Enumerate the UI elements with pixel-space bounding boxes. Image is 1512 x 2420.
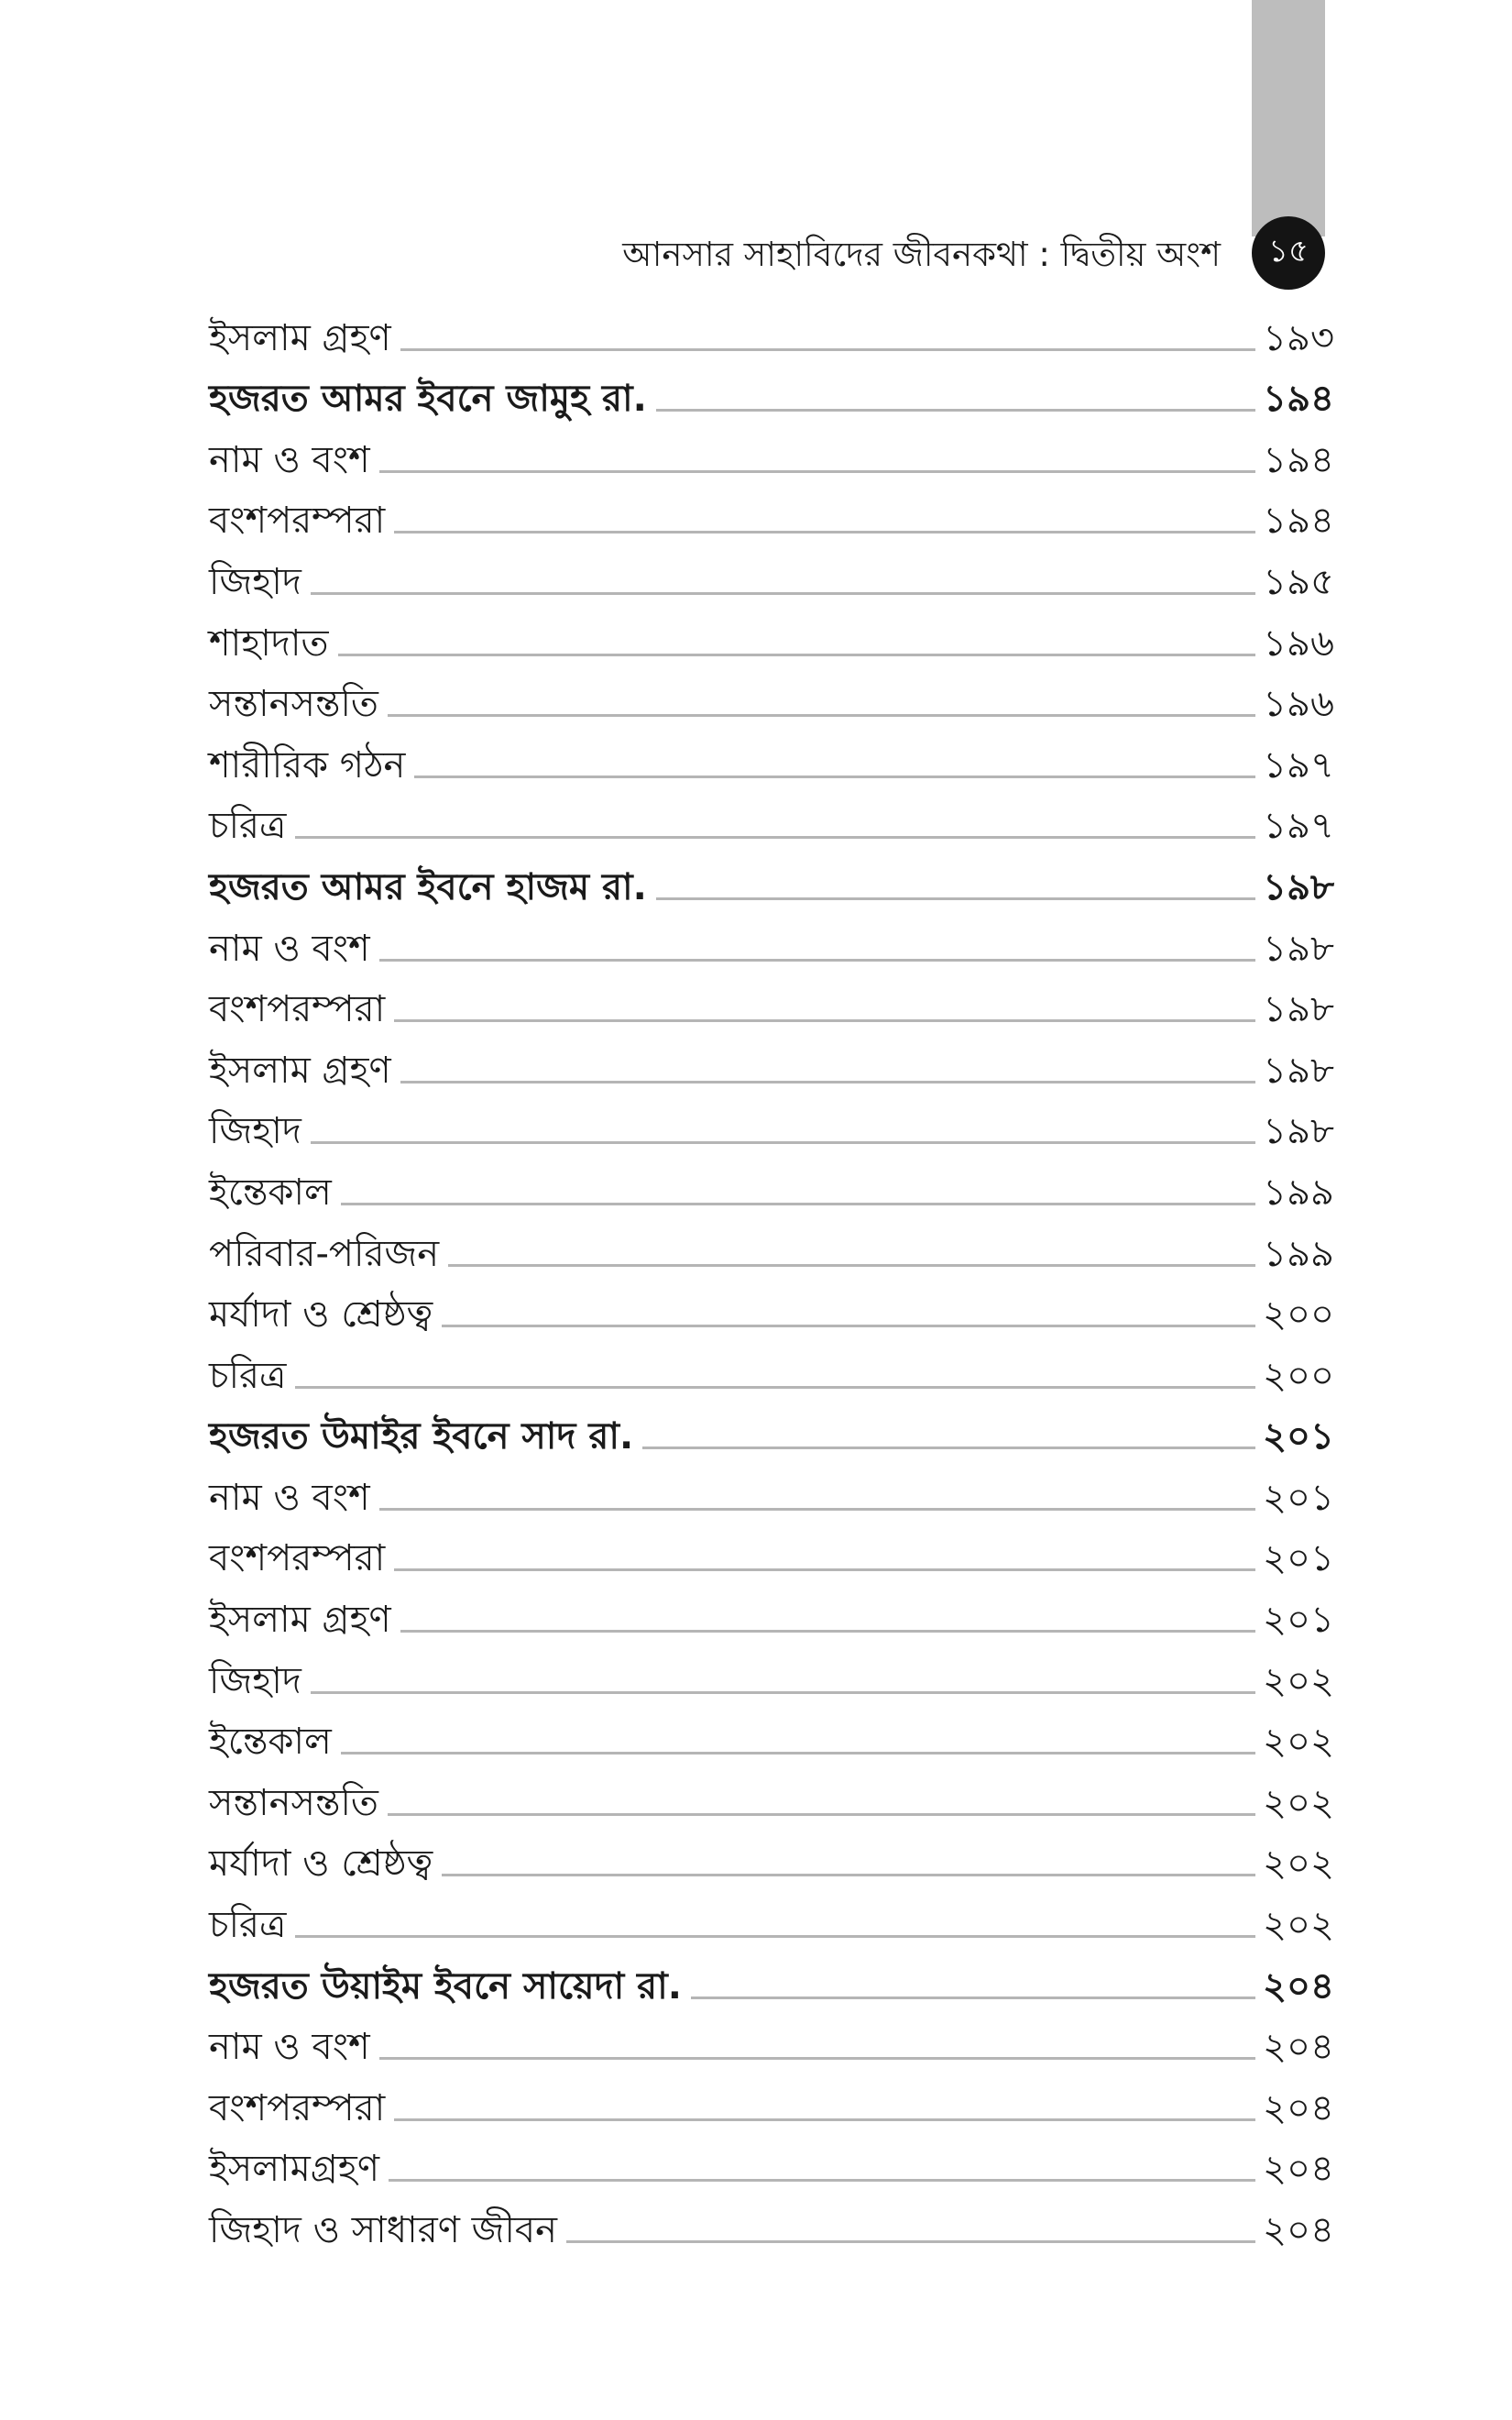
toc-leader-line xyxy=(414,776,1255,778)
toc-entry-title: জিহাদ xyxy=(209,1659,301,1702)
toc-entry-title: শারীরিক গঠন xyxy=(209,743,406,786)
toc-entry-title: হজরত উমাইর ইবনে সাদ রা. xyxy=(209,1415,634,1458)
toc-leader-line xyxy=(311,1141,1255,1144)
toc-entry-page-number: ২০৪ xyxy=(1263,1964,1334,2008)
toc-entry-title: শাহাদাত xyxy=(209,622,329,665)
toc-entry-page-number: ২০৪ xyxy=(1263,2148,1334,2191)
toc-entry xyxy=(209,2009,1334,2071)
toc-entry-title: বংশপরম্পরা xyxy=(209,988,386,1031)
toc-entry-page-number: ১৯৮ xyxy=(1263,988,1334,1031)
toc-entry-page-number: ২০১ xyxy=(1263,1476,1334,1519)
toc-leader-line xyxy=(642,1446,1255,1449)
toc-entry xyxy=(209,1032,1334,1094)
toc-entry xyxy=(209,300,1334,361)
toc-entry-page-number: ১৯৯ xyxy=(1263,1171,1334,1214)
toc-leader-line xyxy=(394,1568,1255,1571)
toc-entry-page-number: ১৯৭ xyxy=(1263,743,1334,786)
toc-entry-title: পরিবার-পরিজন xyxy=(209,1232,440,1275)
toc-entry-title: জিহাদ xyxy=(209,560,301,603)
toc-entry xyxy=(209,544,1334,605)
toc-entry-page-number: ২০২ xyxy=(1262,1659,1334,1702)
toc-entry-title: মর্যাদা ও শ্রেষ্ঠত্ব xyxy=(209,1293,433,1336)
toc-entry xyxy=(209,1704,1334,1766)
toc-section-heading xyxy=(209,849,1334,910)
toc-leader-line xyxy=(656,409,1255,412)
toc-leader-line xyxy=(400,1630,1255,1633)
table-of-contents xyxy=(209,300,1334,2253)
toc-leader-line xyxy=(566,2240,1255,2243)
toc-entry xyxy=(209,1154,1334,1216)
toc-leader-line xyxy=(311,1691,1255,1694)
toc-entry-title: ইসলাম গ্রহণ xyxy=(209,316,391,359)
toc-leader-line xyxy=(379,2057,1255,2060)
toc-entry-page-number: ১৯৮ xyxy=(1263,865,1334,908)
toc-entry-title: হজরত আমর ইবনে হাজম রা. xyxy=(209,865,647,908)
toc-entry xyxy=(209,1521,1334,1582)
toc-entry xyxy=(209,1581,1334,1643)
toc-entry-page-number: ২০৪ xyxy=(1263,2086,1334,2129)
toc-entry-page-number: ১৯৮ xyxy=(1263,927,1334,970)
toc-entry xyxy=(209,1886,1334,1948)
toc-leader-line xyxy=(388,1813,1255,1816)
toc-leader-line xyxy=(338,654,1255,656)
toc-entry-title: জিহাদ ও সাধারণ জীবন xyxy=(209,2209,558,2251)
toc-entry xyxy=(209,1826,1334,1887)
toc-entry xyxy=(209,1765,1334,1826)
toc-leader-line xyxy=(448,1264,1255,1267)
toc-entry-page-number: ২০১ xyxy=(1263,1537,1334,1580)
toc-entry-title: হজরত আমর ইবনে জামুহ রা. xyxy=(209,378,647,421)
toc-leader-line xyxy=(400,348,1255,351)
toc-section-heading xyxy=(209,1399,1334,1460)
toc-leader-line xyxy=(295,836,1255,839)
toc-entry-page-number: ১৯৬ xyxy=(1263,683,1334,726)
toc-entry-page-number: ২০৪ xyxy=(1263,2209,1334,2251)
toc-entry-page-number: ১৯৮ xyxy=(1263,1110,1334,1153)
toc-entry-title: চরিত্র xyxy=(209,1904,287,1947)
toc-entry-page-number: ২০২ xyxy=(1262,1904,1334,1947)
toc-leader-line xyxy=(341,1752,1255,1754)
toc-entry-title: ইসলাম গ্রহণ xyxy=(209,1049,391,1092)
toc-entry-page-number: ১৯৭ xyxy=(1263,805,1334,848)
toc-leader-line xyxy=(379,470,1255,473)
toc-entry-page-number: ২০১ xyxy=(1263,1415,1334,1458)
toc-entry-title: বংশপরম্পরা xyxy=(209,2086,386,2129)
toc-leader-line xyxy=(394,1019,1255,1022)
toc-leader-line xyxy=(295,1935,1255,1938)
toc-entry-page-number: ২০০ xyxy=(1262,1354,1334,1397)
toc-leader-line xyxy=(379,959,1255,962)
toc-entry xyxy=(209,1216,1334,1277)
toc-entry-page-number: ১৯৯ xyxy=(1263,1232,1334,1275)
toc-entry-page-number: ২০২ xyxy=(1262,1781,1334,1824)
toc-entry-page-number: ২০৪ xyxy=(1263,2026,1334,2069)
chapter-tab-strip xyxy=(1252,0,1325,236)
toc-entry-page-number: ১৯৫ xyxy=(1263,560,1334,603)
toc-entry-page-number: ২০২ xyxy=(1262,1721,1334,1764)
toc-leader-line xyxy=(341,1203,1255,1205)
toc-entry-page-number: ১৯৬ xyxy=(1263,622,1334,665)
toc-entry-title: ইসলামগ্রহণ xyxy=(209,2148,380,2191)
toc-entry xyxy=(209,483,1334,544)
running-header: আনসার সাহাবিদের জীবনকথা : দ্বিতীয় অংশ xyxy=(622,235,1221,274)
toc-leader-line xyxy=(388,714,1255,717)
toc-entry xyxy=(209,1459,1334,1521)
toc-entry xyxy=(209,727,1334,788)
toc-entry xyxy=(209,422,1334,483)
toc-entry-title: ইন্তেকাল xyxy=(209,1721,332,1764)
page-number-badge: ১৫ xyxy=(1252,216,1325,290)
toc-leader-line xyxy=(379,1508,1255,1511)
toc-leader-line xyxy=(394,531,1255,534)
toc-entry xyxy=(209,1643,1334,1704)
toc-entry-title: সন্তানসন্ততি xyxy=(209,683,378,726)
toc-entry-title: বংশপরম্পরা xyxy=(209,1537,386,1580)
toc-leader-line xyxy=(400,1081,1255,1084)
toc-entry-title: চরিত্র xyxy=(209,805,287,848)
toc-entry-page-number: ১৯৩ xyxy=(1263,316,1334,359)
toc-entry xyxy=(209,1094,1334,1155)
toc-leader-line xyxy=(394,2118,1255,2121)
toc-entry-title: নাম ও বংশ xyxy=(209,2026,370,2069)
toc-entry xyxy=(209,1277,1334,1338)
toc-entry xyxy=(209,666,1334,728)
toc-entry-title: বংশপরম্পরা xyxy=(209,500,386,543)
toc-entry-title: নাম ও বংশ xyxy=(209,927,370,970)
toc-entry-title: মর্যাদা ও শ্রেষ্ঠত্ব xyxy=(209,1842,433,1886)
toc-leader-line xyxy=(442,1325,1255,1327)
toc-entry-title: জিহাদ xyxy=(209,1110,301,1153)
toc-section-heading xyxy=(209,361,1334,423)
toc-entry-page-number: ১৯৪ xyxy=(1263,378,1334,421)
toc-entry-page-number: ১৯৪ xyxy=(1263,438,1334,481)
toc-entry xyxy=(209,1337,1334,1399)
toc-entry-page-number: ২০০ xyxy=(1262,1293,1334,1336)
toc-entry-page-number: ২০২ xyxy=(1262,1842,1334,1886)
toc-entry xyxy=(209,910,1334,972)
toc-entry-title: চরিত্র xyxy=(209,1354,287,1397)
toc-entry-page-number: ২০১ xyxy=(1263,1599,1334,1642)
toc-leader-line xyxy=(311,592,1255,595)
toc-entry-title: হজরত উয়াইম ইবনে সায়েদা রা. xyxy=(209,1964,682,2008)
toc-leader-line xyxy=(656,897,1255,900)
toc-entry-page-number: ১৯৪ xyxy=(1263,500,1334,543)
toc-entry-title: ইন্তেকাল xyxy=(209,1171,332,1214)
toc-entry xyxy=(209,2131,1334,2193)
toc-leader-line xyxy=(295,1386,1255,1389)
toc-entry-title: নাম ও বংশ xyxy=(209,438,370,481)
toc-leader-line xyxy=(389,2179,1255,2182)
toc-leader-line xyxy=(442,1874,1255,1876)
toc-entry xyxy=(209,972,1334,1033)
toc-entry xyxy=(209,788,1334,850)
toc-entry xyxy=(209,2192,1334,2253)
toc-section-heading xyxy=(209,1948,1334,2009)
toc-entry-title: ইসলাম গ্রহণ xyxy=(209,1599,391,1642)
toc-leader-line xyxy=(691,1996,1255,1999)
toc-entry-title: নাম ও বংশ xyxy=(209,1476,370,1519)
toc-entry xyxy=(209,605,1334,666)
toc-entry-title: সন্তানসন্ততি xyxy=(209,1781,378,1824)
toc-entry-page-number: ১৯৮ xyxy=(1263,1049,1334,1092)
toc-entry xyxy=(209,2070,1334,2131)
